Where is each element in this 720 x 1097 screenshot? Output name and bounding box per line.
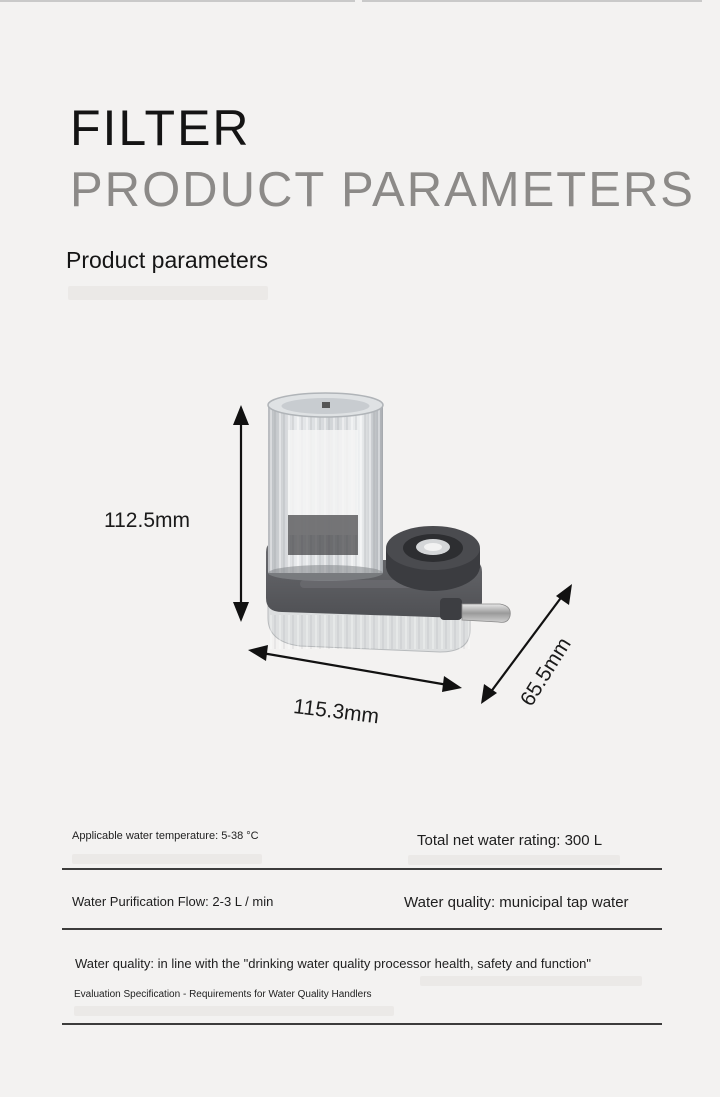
page-subtitle: PRODUCT PARAMETERS	[70, 163, 695, 217]
param-quality-source: Water quality: municipal tap water	[404, 894, 629, 911]
row-divider	[62, 1023, 662, 1025]
row-divider	[62, 928, 662, 930]
height-label: 112.5mm	[104, 509, 190, 532]
row-divider	[62, 868, 662, 870]
faded-text	[408, 855, 620, 865]
param-quality-standard: Water quality: in line with the "drinking water quality processor health, safety and function"	[75, 956, 592, 971]
section-heading: Product parameters	[66, 247, 268, 273]
page-title: FILTER	[70, 100, 251, 156]
width-arrow	[262, 653, 448, 685]
spout	[462, 604, 510, 622]
param-rating: Total net water rating: 300 L	[417, 832, 603, 849]
faded-text	[420, 976, 642, 986]
param-evaluation: Evaluation Specification - Requirements for Water Quality Handlers	[74, 989, 372, 1000]
param-flow: Water Purification Flow: 2-3 L / min	[72, 894, 274, 909]
depth-label: 65.5mm	[516, 633, 576, 711]
faded-text	[74, 1006, 394, 1016]
faded-text	[72, 854, 262, 864]
param-temperature: Applicable water temperature: 5-38 °C	[72, 830, 259, 842]
width-label: 115.3mm	[292, 695, 381, 729]
